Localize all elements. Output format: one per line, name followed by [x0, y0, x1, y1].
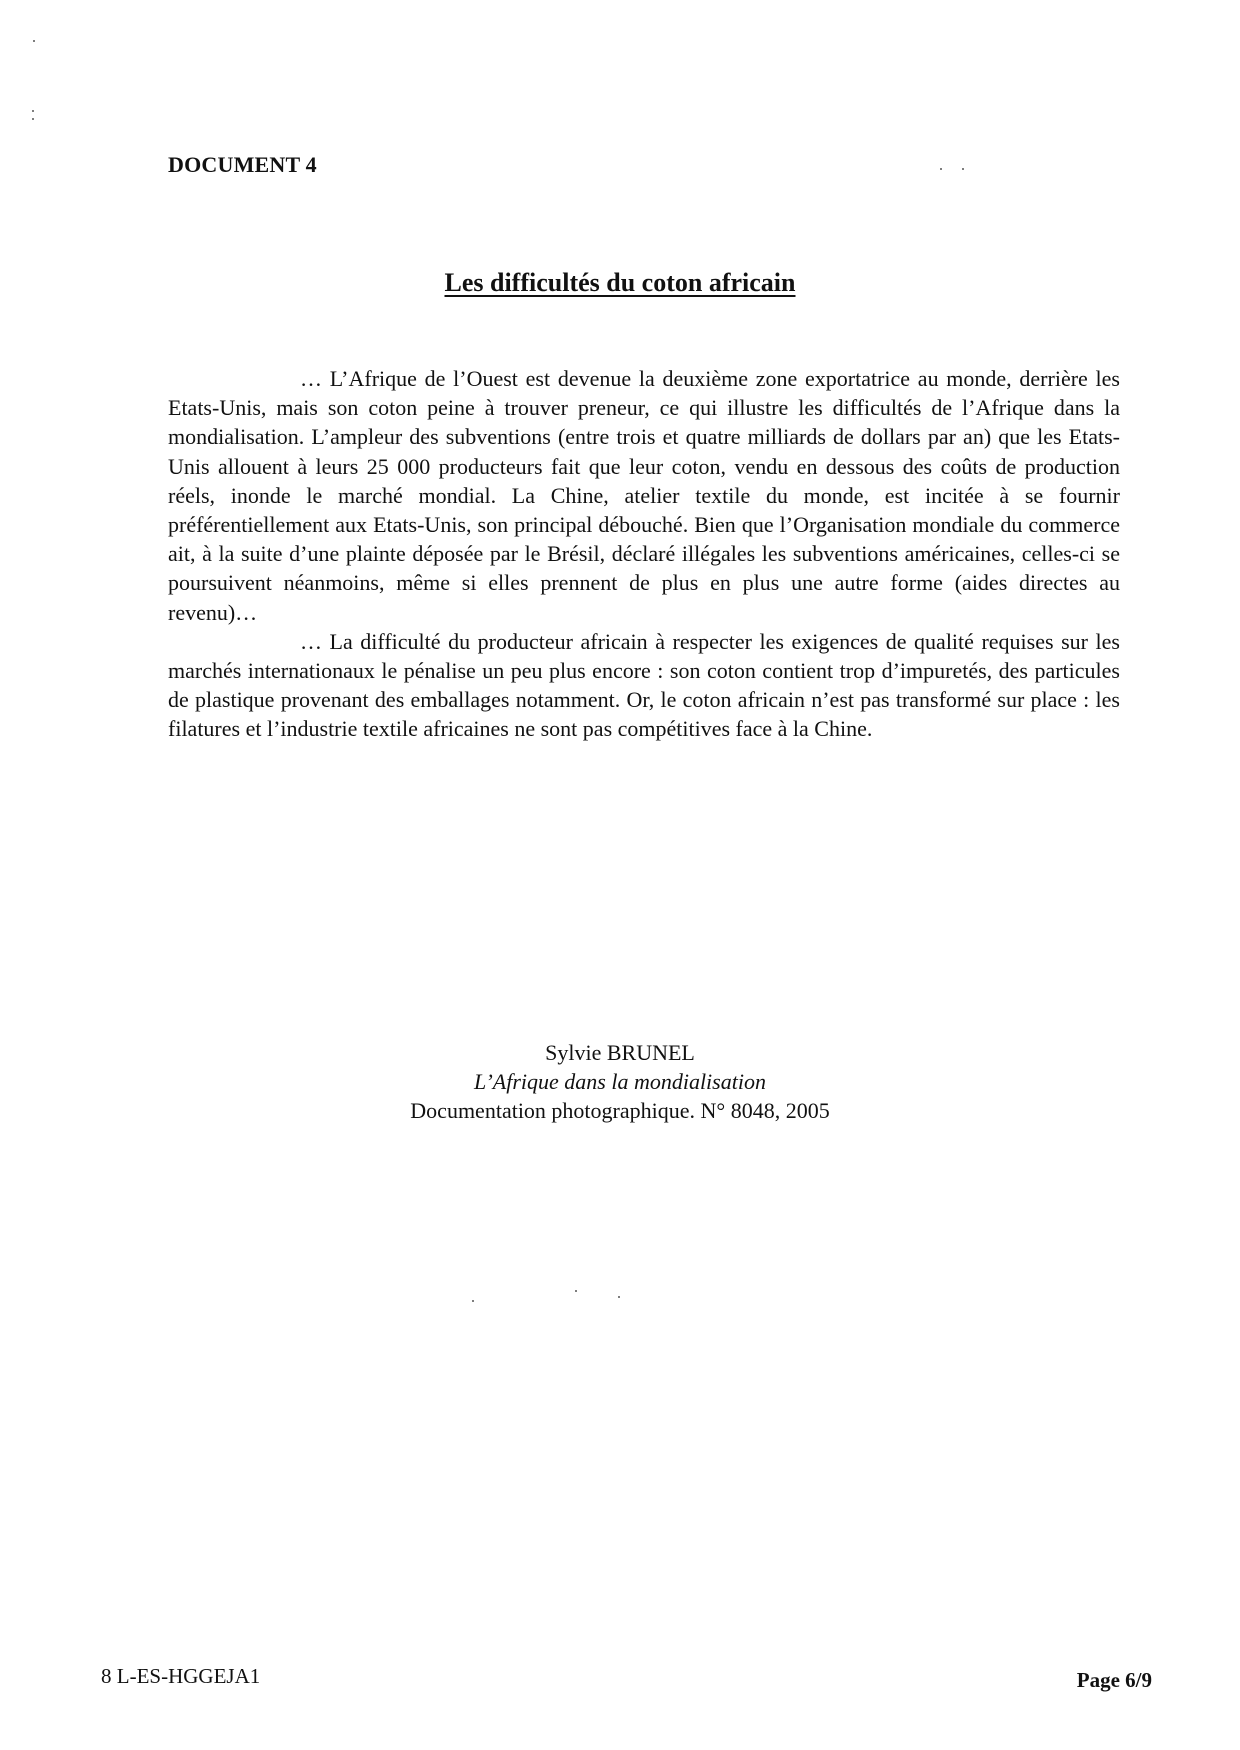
scan-speck: [32, 118, 34, 120]
citation-book-title: L’Afrique dans la mondialisation: [474, 1069, 766, 1094]
page-number: Page 6/9: [1076, 1668, 1152, 1692]
source-citation: [0, 1038, 1240, 1125]
scan-speck: [575, 1290, 577, 1292]
scan-speck: [962, 168, 964, 170]
document-label: DOCUMENT 4: [168, 152, 317, 177]
exam-reference: 8 L-ES-HGGEJA1: [101, 1664, 261, 1688]
scan-speck: [618, 1296, 620, 1298]
scan-speck: [33, 40, 35, 42]
scan-speck: [940, 168, 942, 170]
paragraph-1: … L’Afrique de l’Ouest est devenue la deuxième zone exportatrice au monde, derrière les Etats-Unis, mais son coton peine à trouver preneur, ce qui illustre les difficultés de l’Afrique dans la mondialisation. L’ampleur des subventions (entre trois et quatre milliards de dollars par an) que les Etats-Unis allouent à leurs 25 000 producteurs fait que leur coton, vendu en dessous des coûts de production réels, inonde le marché mondial. La Chine, atelier textile du monde, est incitée à se fournir préférentiellement aux Etats-Unis, son principal débouché. Bien que l’Organisation mondiale du commerce ait, à la suite d’une plainte déposée par le Brésil, déclaré illégales les subventions américaines, celles-ci se poursuivent néanmoins, même si elles prennent de plus en plus une autre forme (aides directes au revenu)…: [168, 366, 1120, 625]
article-body: [168, 364, 1120, 744]
scan-speck: [472, 1300, 474, 1302]
page-title: Les difficultés du coton africain: [444, 268, 796, 297]
paragraph-2: … La difficulté du producteur africain à respecter les exigences de qualité requises sur les marchés internationaux le pénalise un peu plus encore : son coton contient trop d’impuretés, des particules de plastique provenant des emballages notamment. Or, le coton africain n’est pas transformé sur place : les filatures et l’industrie textile africaines ne sont pas compétitives face à la Chine.: [168, 628, 1120, 742]
citation-publication: Documentation photographique. N° 8048, 2005: [410, 1098, 830, 1123]
citation-author: Sylvie BRUNEL: [545, 1040, 695, 1065]
scan-speck: [32, 110, 34, 112]
